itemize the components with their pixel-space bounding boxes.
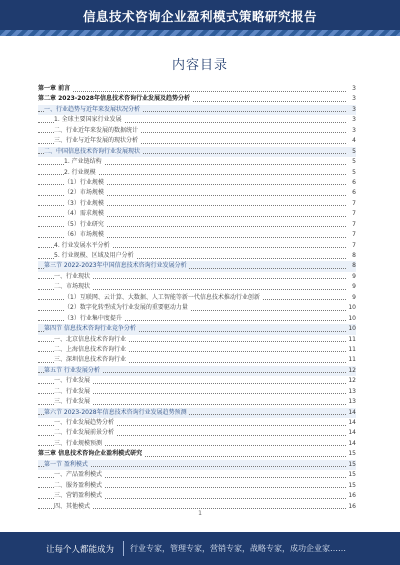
toc-entry[interactable] — [38, 387, 356, 397]
toc-entry[interactable] — [38, 261, 356, 271]
toc-entry-page: 4 — [350, 136, 356, 146]
toc-entry[interactable] — [38, 105, 356, 115]
toc-entry[interactable] — [38, 230, 356, 240]
toc-entry-page: 15 — [346, 470, 356, 480]
toc-entry[interactable] — [38, 220, 356, 230]
toc-entry-page: 12 — [346, 366, 356, 376]
toc-entry-page: 9 — [350, 282, 356, 292]
toc-entry-page: 8 — [350, 261, 356, 271]
toc-entry-page: 15 — [346, 481, 356, 491]
page-number: 1 — [198, 510, 202, 517]
toc-entry[interactable] — [38, 376, 356, 386]
toc-entry-page: 3 — [350, 126, 356, 136]
toc-entry-title: 第三章 信息技术咨询企业盈利模式研究 — [38, 449, 144, 459]
footer-divider — [123, 541, 124, 556]
toc-entry[interactable] — [38, 314, 356, 324]
toc-entry-page: 13 — [346, 397, 356, 407]
toc-entry-page: 7 — [350, 241, 356, 251]
toc-entry-page: 14 — [346, 439, 356, 449]
toc-entry-page: 16 — [346, 502, 356, 512]
toc-entry-title: （6）市场规模 — [64, 230, 106, 240]
toc-entry-page: 10 — [346, 324, 356, 334]
toc-entry-page: 10 — [346, 303, 356, 313]
toc-entry[interactable] — [38, 188, 356, 198]
toc-entry-page: 9 — [350, 272, 356, 282]
toc-entry-page: 15 — [346, 460, 356, 470]
toc-entry-title: （3）行业集中度提升 — [64, 314, 124, 324]
toc-entry-page: 11 — [346, 345, 356, 355]
report-footer — [0, 532, 400, 565]
toc-entry[interactable] — [38, 115, 356, 125]
toc-entry-title: （3）行业规模 — [64, 199, 106, 209]
toc-entry-page: 8 — [350, 251, 356, 261]
toc-entry[interactable] — [38, 147, 356, 157]
toc-entry[interactable] — [38, 136, 356, 146]
toc-entry-page: 14 — [346, 408, 356, 418]
toc-entry-title: （4）需求规模 — [64, 209, 106, 219]
toc-entry[interactable] — [38, 178, 356, 188]
toc-entry[interactable] — [38, 126, 356, 136]
toc-entry-title: 一、北京信息技术咨询行业 — [54, 335, 128, 345]
toc-entry-title: 二、上海信息技术咨询行业 — [54, 345, 128, 355]
toc-entry-title: 三、行业规模预测 — [54, 439, 104, 449]
toc-entry-title: 二、行业发展 — [54, 387, 92, 397]
toc-entry[interactable] — [38, 282, 356, 292]
toc-entry-title: 三、行业发展 — [54, 397, 92, 407]
toc-entry-title: 一、行业现状 — [54, 272, 92, 282]
toc-entry-title: 二、行业近年来发展的数据统计 — [54, 126, 140, 136]
toc-entry-title: （1）行业规模 — [64, 178, 106, 188]
toc-entry[interactable] — [38, 293, 356, 303]
toc-entry-page: 5 — [350, 168, 356, 178]
toc-entry-title: 二、市场现状 — [54, 282, 92, 292]
toc-entry-title: 第四节 信息技术咨询行业竞争分析 — [44, 324, 138, 334]
toc-entry[interactable] — [38, 199, 356, 209]
toc-entry-title: （5）行业研究 — [64, 220, 106, 230]
toc-entry-title: 一、行业趋势与近年来发展状况分析 — [44, 105, 142, 115]
toc-entry[interactable] — [38, 491, 356, 501]
toc-entry-page: 15 — [346, 449, 356, 459]
toc-leader-dots — [38, 91, 346, 92]
toc-entry-title: 5. 行业规模、区域及用户分析 — [54, 251, 136, 261]
report-header — [0, 0, 400, 30]
toc-entry-page: 7 — [350, 199, 356, 209]
header-stripe — [0, 30, 400, 36]
toc-entry[interactable] — [38, 418, 356, 428]
toc-entry[interactable] — [38, 209, 356, 219]
toc-entry[interactable] — [38, 428, 356, 438]
toc-entry-title: 2. 行业规模 — [64, 168, 98, 178]
toc-entry-title: 二、行业发展前景分析 — [54, 428, 116, 438]
toc-entry-title: 三、营销盈利模式 — [54, 491, 104, 501]
toc-entry-title: （1）互联网、云计算、大数据、人工智能等新一代信息技术推动行业创新 — [64, 293, 262, 303]
toc-entry[interactable] — [38, 251, 356, 261]
toc-title: 内容目录 — [171, 58, 228, 73]
toc-entry[interactable] — [38, 303, 356, 313]
toc-entry-page: 14 — [346, 418, 356, 428]
toc-entry-page: 3 — [350, 105, 356, 115]
toc-entry-title: 三、行业与近年发展的现状分析 — [54, 136, 140, 146]
toc-entry[interactable] — [38, 335, 356, 345]
toc-entry-page: 16 — [346, 491, 356, 501]
toc-entry-title: 第一章 前言 — [38, 84, 72, 94]
toc-entry[interactable] — [38, 84, 356, 94]
toc-entry-title: 1. 全球主要国家行业发展 — [54, 115, 124, 125]
toc-entry[interactable] — [38, 94, 356, 104]
toc-entry[interactable] — [38, 408, 356, 418]
toc-entry-title: 4. 行业发展水平分析 — [54, 241, 112, 251]
toc-entry-title: 第五节 行业发展分析 — [44, 366, 102, 376]
toc-entry-page: 5 — [350, 147, 356, 157]
toc-entry-page: 7 — [350, 230, 356, 240]
toc-entry-page: 11 — [346, 335, 356, 345]
toc-entry-page: 14 — [346, 428, 356, 438]
toc-entry[interactable] — [38, 345, 356, 355]
toc-entry-title: 四、其他模式 — [54, 502, 92, 512]
toc-entry-page: 6 — [350, 188, 356, 198]
toc-entry-title: 1. 产业链结构 — [64, 157, 104, 167]
toc-entry-page: 9 — [350, 293, 356, 303]
toc-entry[interactable] — [38, 168, 356, 178]
toc-entry-title: （2）数字化转型成为行业发展的重要驱动力量 — [64, 303, 190, 313]
report-title: 信息技术咨询企业盈利模式策略研究报告 — [82, 9, 317, 24]
toc-entry-page: 11 — [346, 355, 356, 365]
table-of-contents — [38, 84, 356, 512]
footer-slogan: 让每个人都能成为 — [46, 545, 115, 555]
toc-entry-title: 第一节 盈利模式 — [44, 460, 90, 470]
toc-entry-title: 第三节 2022-2023年中国信息技术咨询行业发展分析 — [44, 261, 189, 271]
toc-entry[interactable] — [38, 449, 356, 459]
toc-entry[interactable] — [38, 470, 356, 480]
toc-entry-page: 7 — [350, 220, 356, 230]
toc-entry-page: 7 — [350, 209, 356, 219]
toc-entry-title: 第六节 2023-2028年信息技术咨询行业发展趋势预测 — [44, 408, 189, 418]
toc-entry-title: 第二章 2023-2028年信息技术咨询行业发展及趋势分析 — [38, 94, 192, 104]
toc-entry-page: 3 — [350, 115, 356, 125]
toc-entry-title: 一、行业发展趋势分析 — [54, 418, 116, 428]
toc-entry[interactable] — [38, 355, 356, 365]
toc-entry-page: 6 — [350, 178, 356, 188]
footer-tagline: 行业专家，管理专家，营销专家，战略专家，成功企业家…… — [130, 544, 346, 553]
toc-entry[interactable] — [38, 366, 356, 376]
toc-entry-title: （2）市场规模 — [64, 188, 106, 198]
toc-entry-page: 5 — [350, 157, 356, 167]
toc-entry[interactable] — [38, 272, 356, 282]
toc-entry[interactable] — [38, 241, 356, 251]
toc-entry-page: 3 — [350, 84, 356, 94]
toc-entry-page: 3 — [350, 94, 356, 104]
toc-entry[interactable] — [38, 324, 356, 334]
toc-entry-title: 二、服务盈利模式 — [54, 481, 104, 491]
toc-entry[interactable] — [38, 157, 356, 167]
toc-entry[interactable] — [38, 460, 356, 470]
toc-entry-title: 一、行业发展 — [54, 376, 92, 386]
toc-entry[interactable] — [38, 481, 356, 491]
toc-entry[interactable] — [38, 439, 356, 449]
toc-entry-title: 三、深圳信息技术咨询行业 — [54, 355, 128, 365]
toc-entry[interactable] — [38, 397, 356, 407]
toc-entry-page: 13 — [346, 387, 356, 397]
toc-entry-title: 一、产品盈利模式 — [54, 470, 104, 480]
toc-entry-title: 二、中国信息技术咨询行业发展现状 — [44, 147, 142, 157]
toc-entry-page: 10 — [346, 314, 356, 324]
toc-entry-page: 12 — [346, 376, 356, 386]
